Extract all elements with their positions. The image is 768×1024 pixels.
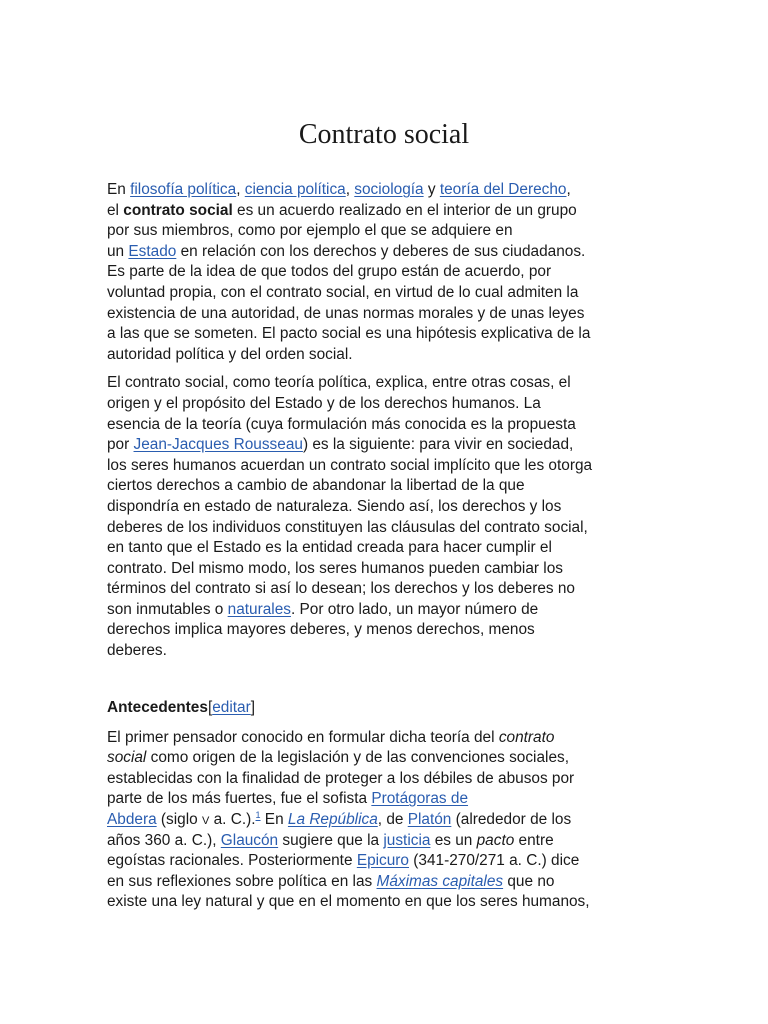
- text-line: existencia de una autoridad, de unas normas morales y de unas leyes: [107, 304, 585, 322]
- text: por: [107, 436, 134, 454]
- text: y: [423, 181, 440, 198]
- text-line: [107, 435, 663, 456]
- text-line: [107, 831, 663, 852]
- text: (341-270/271 a. C.) dice: [409, 852, 580, 870]
- italic-term: social: [107, 749, 147, 767]
- text-line: autoridad política y del orden social.: [107, 345, 353, 363]
- text-line: voluntad propia, con el contrato social, en virtud de lo cual admiten la: [107, 283, 579, 301]
- text: ) es la siguiente: para vivir en sociedad,: [302, 436, 574, 454]
- text: en sus reflexiones sobre política en las: [107, 872, 377, 890]
- text-line: contrato. Del mismo modo, los seres humanos pueden cambiar los: [107, 559, 563, 577]
- text-line: deberes.: [107, 642, 167, 660]
- text-line: [107, 242, 663, 263]
- italic-term: contrato: [498, 728, 555, 746]
- text-line: dispondría en estado de naturaleza. Siendo así, los derechos y los: [107, 497, 562, 515]
- text: En: [260, 811, 288, 829]
- text-line: [107, 201, 663, 222]
- text: el: [107, 201, 124, 219]
- text: son inmutables o: [107, 600, 228, 618]
- article-body: [107, 180, 663, 913]
- link-la-republica[interactable]: La República: [287, 811, 378, 829]
- text-line: por sus miembros, como por ejemplo el que se adquiere en: [107, 222, 513, 240]
- text-line: [107, 789, 663, 810]
- paragraph-intro: [107, 180, 663, 365]
- bracket: [: [207, 698, 213, 716]
- text: sugiere que la: [278, 831, 384, 849]
- text-line: El contrato social, como teoría política, explica, entre otras cosas, el: [107, 374, 571, 392]
- text: es un: [430, 831, 477, 849]
- text: como origen de la legislación y de las convenciones sociales,: [146, 749, 569, 767]
- text-line: [107, 748, 663, 769]
- text: parte de los más fuertes, fue el sofista: [107, 790, 372, 808]
- italic-term: pacto: [476, 831, 515, 849]
- link-protagoras-de-abdera[interactable]: Protágoras de: [371, 790, 469, 808]
- link-estado[interactable]: Estado: [128, 242, 177, 260]
- spacer: [107, 662, 663, 696]
- text-line: [107, 872, 663, 893]
- spacer: [107, 720, 663, 728]
- text-line: [107, 851, 663, 872]
- text-line: Es parte de la idea de que todos del grupo están de acuerdo, por: [107, 263, 552, 281]
- text-line: en tanto que el Estado es la entidad creada para hacer cumplir el: [107, 539, 552, 557]
- text-line: origen y el propósito del Estado y de los derechos humanos. La: [107, 394, 541, 412]
- link-teoria-del-derecho[interactable]: teoría del Derecho: [439, 181, 567, 198]
- text-line: esencia de la teoría (cuya formulación más conocida es la propuesta: [107, 415, 576, 433]
- text: . Por otro lado, un mayor número de: [290, 600, 539, 618]
- text-line: a las que se someten. El pacto social es una hipótesis explicativa de la: [107, 325, 591, 343]
- edit-section-link[interactable]: editar: [212, 698, 251, 716]
- text-line: los seres humanos acuerdan un contrato social implícito que les otorga: [107, 456, 593, 474]
- text: ,: [566, 181, 571, 198]
- link-maximas-capitales[interactable]: Máximas capitales: [376, 872, 504, 890]
- text: años 360 a. C.),: [107, 831, 221, 849]
- text: a. C.).: [209, 811, 256, 829]
- text-line: [107, 728, 663, 749]
- text-line: términos del contrato si así lo desean; los derechos y los deberes no: [107, 580, 575, 598]
- text: entre: [514, 831, 554, 849]
- roman-numeral: V: [201, 815, 210, 828]
- text: egoístas racionales. Posteriormente: [107, 852, 357, 870]
- text: ,: [236, 181, 245, 198]
- link-epicuro[interactable]: Epicuro: [356, 852, 409, 870]
- text: es un acuerdo realizado en el interior de un grupo: [232, 201, 577, 219]
- text-line: ciertos derechos a cambio de abandonar la libertad de la que: [107, 477, 525, 495]
- text-line: derechos implica mayores deberes, y menos derechos, menos: [107, 621, 535, 639]
- bold-term: contrato social: [123, 201, 233, 219]
- text-line: deberes de los individuos constituyen las cláusulas del contrato social,: [107, 518, 588, 536]
- text: En: [107, 181, 131, 198]
- link-sociologia[interactable]: sociología: [354, 181, 424, 198]
- link-rousseau[interactable]: Jean-Jacques Rousseau: [133, 436, 303, 454]
- link-ciencia-politica[interactable]: ciencia política: [244, 181, 346, 198]
- text-line: [107, 600, 663, 621]
- link-filosofia-politica[interactable]: filosofía política: [130, 181, 237, 198]
- link-glaucon[interactable]: Glaucón: [220, 831, 279, 849]
- text: (siglo: [156, 811, 202, 829]
- link-justicia[interactable]: justicia: [383, 831, 431, 849]
- link-protagoras-de-abdera[interactable]: Abdera: [107, 811, 157, 829]
- text-line: [107, 810, 663, 831]
- footnote-ref-1[interactable]: 1: [255, 809, 261, 820]
- text: , de: [377, 811, 408, 829]
- section-heading-text: Antecedentes: [107, 698, 208, 716]
- spacer: [107, 365, 663, 373]
- text: (alrededor de los: [451, 811, 572, 829]
- text: un: [107, 242, 129, 260]
- page-title: Contrato social: [298, 119, 470, 150]
- text: ,: [345, 181, 355, 198]
- text: que no: [503, 872, 555, 890]
- section-heading-antecedentes: [107, 696, 663, 720]
- paragraph-2: [107, 373, 663, 661]
- text-line: [107, 180, 663, 201]
- paragraph-3: [107, 728, 663, 913]
- text: El primer pensador conocido en formular dicha teoría del: [107, 728, 499, 746]
- text: en relación con los derechos y deberes de sus ciudadanos.: [176, 242, 586, 260]
- text-line: existe una ley natural y que en el momento en que los seres humanos,: [107, 893, 590, 911]
- link-platon[interactable]: Platón: [407, 811, 452, 829]
- link-naturales[interactable]: naturales: [227, 600, 291, 618]
- bracket: ]: [250, 698, 255, 716]
- text-line: establecidas con la finalidad de proteger a los débiles de abusos por: [107, 769, 575, 787]
